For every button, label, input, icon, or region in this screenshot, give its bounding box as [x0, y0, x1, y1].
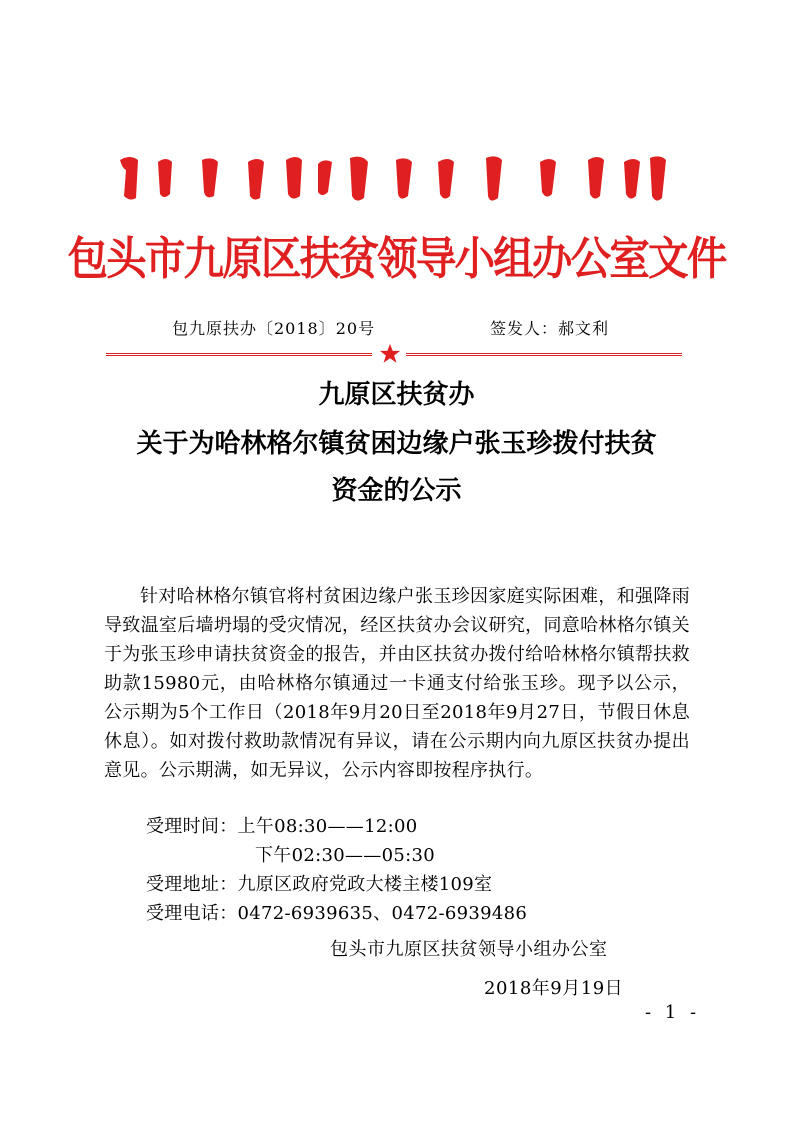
- notice-title-line3: 资金的公示: [331, 476, 462, 506]
- document-header-title: 包头市九原区扶贫领导小组办公室文件: [67, 232, 726, 285]
- service-time-line1: 受理时间：上午08:30——12:00: [146, 816, 418, 837]
- notice-title-line2: 关于为哈林格尔镇贫困边缘户张玉珍拨付扶贫: [136, 429, 657, 459]
- notice-body: [104, 582, 690, 785]
- star-icon: [379, 343, 401, 365]
- document-number: 包九原扶办〔2018〕20号: [172, 319, 376, 338]
- mongolian-script-heading: [110, 150, 670, 206]
- notice-title-line1: 九原区扶贫办: [318, 380, 475, 410]
- header-divider: [106, 347, 682, 363]
- signer: 签发人：郝文利: [490, 319, 610, 338]
- service-time-line2: 下午02:30——05:30: [255, 845, 435, 866]
- issuer: 包头市九原区扶贫领导小组办公室: [330, 939, 608, 960]
- service-phone: 受理电话：0472-6939635、0472-6939486: [146, 903, 528, 924]
- notice-body-paragraph: 针对哈林格尔镇官将村贫困边缘户张玉珍因家庭实际困难，和强降雨导致温室后墙坍塌的受灾情况，经区扶贫办会议研究，同意哈林格尔镇关于为张玉珍申请扶贫资金的报告，并由区扶贫办拨付给哈林格尔镇帮扶救助款15980元，由哈林格尔镇通过一卡通支付给张玉珍。现予以公示，公示期为5个工作日（2018年9月20日至2018年9月27日，节假日休息休息）。如对拨付救助款情况有异议，请在公示期内向九原区扶贫办提出意见。公示期满，如无异议，公示内容即按程序执行。: [104, 586, 690, 781]
- page-number: - 1 -: [645, 1002, 701, 1023]
- service-address: 受理地址：九原区政府党政大楼主楼109室: [146, 874, 493, 895]
- issue-date: 2018年9月19日: [484, 978, 624, 999]
